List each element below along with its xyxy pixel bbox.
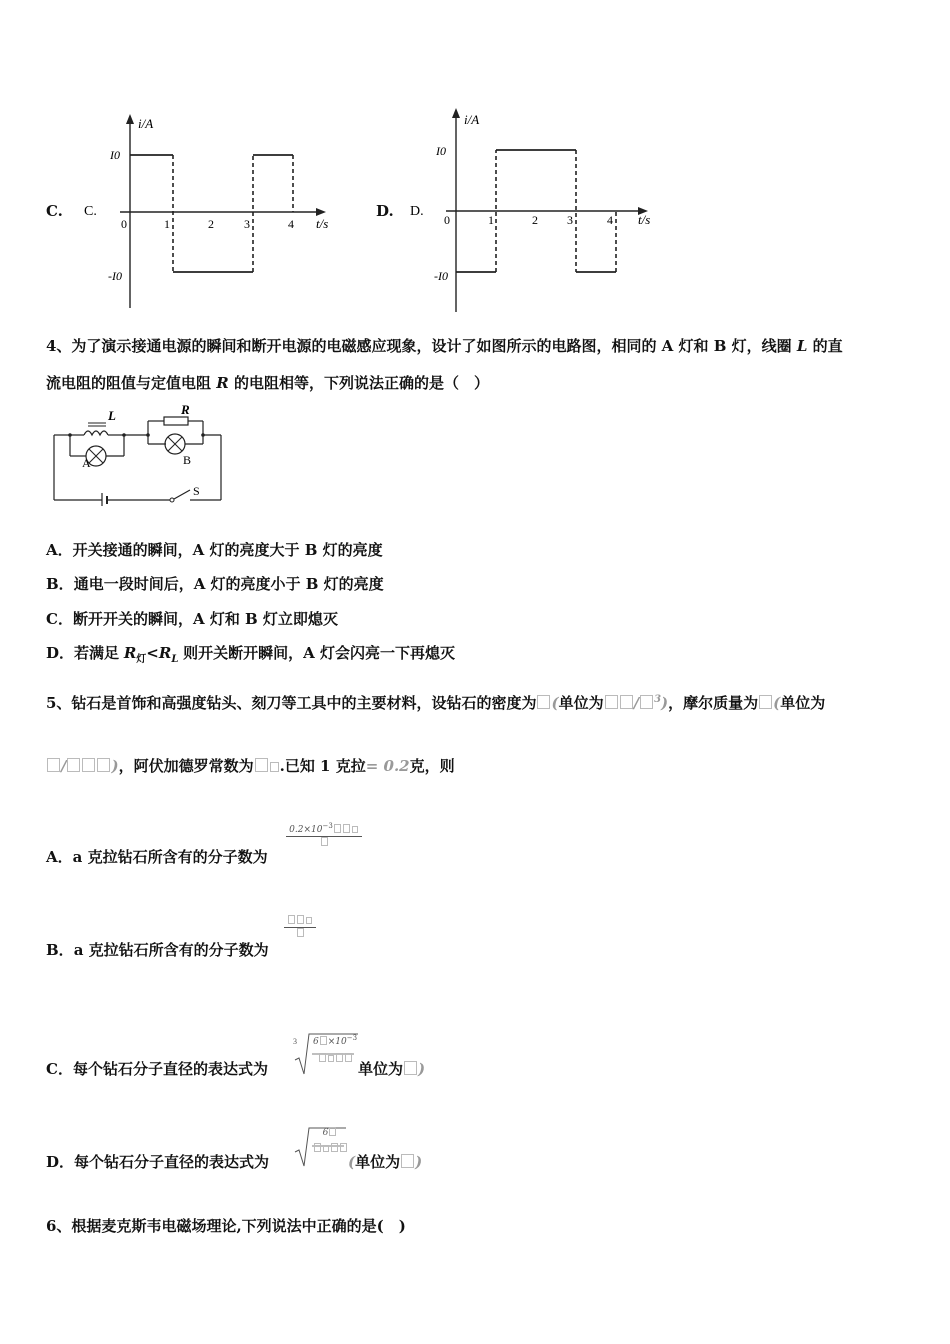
q5-line2-b: .已知 1 克拉 (279, 757, 366, 775)
q5-formula-c-exp: ×10 (327, 1037, 347, 1047)
option-c-label: C. (46, 202, 63, 220)
q4-label-s: S (193, 484, 200, 498)
q4-option-d-lt: < (146, 644, 159, 662)
q4-option-d-sub-lamp: 灯 (136, 654, 147, 665)
graph-d (406, 100, 666, 320)
q5-formula-d-num: 6 (322, 1128, 329, 1138)
graph-d-x-label: t/s (638, 212, 651, 227)
q4-label-r: R (181, 402, 190, 417)
q5-option-a-text: a 克拉钻石所含有的分子数为 (72, 848, 268, 866)
graph-c-neg-i0-label: -I0 (108, 269, 122, 283)
graph-d-tick-1: 1 (488, 213, 494, 227)
q4-stem-line-2 (46, 373, 489, 393)
graph-c-tick-0: 0 (121, 217, 127, 231)
q4-label-b: B (183, 453, 192, 467)
q4-line2-end: 的电阻相等，下列说法正确的是（ ） (233, 374, 489, 392)
q5-line2-a: ，阿伏加德罗常数为 (118, 757, 254, 775)
q4-option-c-text: 断开开关的瞬间，A 灯和 B 灯立即熄灭 (72, 610, 338, 628)
graph-d-neg-i0-label: -I0 (434, 269, 448, 283)
graph-c (80, 108, 350, 323)
q4-option-a-text: 开关接通的瞬间，A 灯的亮度大于 B 灯的亮度 (72, 541, 383, 559)
graph-d-y-label: i/A (464, 112, 480, 127)
q6-stem: 6、根据麦克斯韦电磁场理论,下列说法中正确的是( ) (46, 1217, 406, 1235)
q5-formula-c-root: 3 (293, 1037, 297, 1046)
q4-coil-l (84, 431, 108, 435)
q5-option-d-formula (310, 1127, 350, 1154)
q5-formula-c-exp2: −3 (346, 1034, 358, 1042)
q5-option-d[interactable] (46, 1152, 269, 1172)
q5-option-b-text: a 克拉钻石所含有的分子数为 (73, 941, 269, 959)
graph-c-x-arrow (316, 208, 326, 216)
q5-option-c[interactable] (46, 1059, 268, 1079)
q5-option-c-tail-text: 单位为 (358, 1060, 404, 1078)
q5-option-b[interactable] (46, 940, 269, 960)
graph-c-tick-2: 2 (208, 217, 214, 231)
graph-d-tick-0: 0 (444, 213, 450, 227)
q4-circuit-diagram (48, 402, 228, 506)
q5-option-d-text: 每个钻石分子直径的表达式为 (74, 1153, 270, 1171)
q5-formula-a-num: 0.2×10 (289, 825, 323, 835)
q5-line1-b: 单位为 (558, 694, 604, 712)
q4-coil-symbol: L (796, 337, 808, 355)
q5-stem-line-1: 5、钻石是首饰和高强度钻头、刻刀等工具中的主要材料，设钻石的密度为 (单位为 / $^3$)，摩尔质量为 (单位为 (46, 694, 826, 712)
q4-option-d-sub-l: L (171, 654, 179, 665)
q4-resistor-r (164, 417, 188, 425)
q5-option-c-tail: 单位为 ) (358, 1060, 426, 1078)
q5-line1-c: ，摩尔质量为 (668, 694, 759, 712)
q5-line1-unit: / (633, 694, 640, 712)
option-d-label: D. (376, 202, 394, 220)
q5-option-d-tail: (单位为 ) (348, 1153, 423, 1171)
q5-line2-unit: / (61, 757, 67, 775)
q5-option-d-tail-text: 单位为 (355, 1153, 401, 1171)
graph-c-y-label: i/A (138, 116, 154, 131)
q5-stem-line-2: / )，阿伏加德罗常数为 .已知 1 克拉= 0.2克，则 (46, 756, 455, 776)
q5-option-b-label: B． (46, 941, 74, 959)
graph-c-x-label: t/s (316, 216, 329, 231)
q5-line2-eq: = 0.2 (365, 757, 410, 775)
q5-option-c-label: C． (46, 1060, 73, 1078)
graph-d-y-arrow (452, 108, 460, 118)
q4-line2-start: 流电阻的阻值与定值电阻 (46, 374, 212, 392)
graph-c-tick-4: 4 (288, 217, 294, 231)
q4-option-a-label: A． (46, 541, 73, 559)
q4-option-d-r: R (123, 644, 137, 662)
graph-c-i0-label: I0 (110, 148, 120, 162)
q5-line1-exp: 3 (654, 694, 662, 705)
q4-option-d-post: 则开关断开瞬间，A 灯会闪亮一下再熄灭 (183, 644, 456, 662)
q5-option-b-formula (284, 915, 316, 939)
q4-line1-end: 的直 (812, 337, 843, 355)
q4-option-b-text: 通电一段时间后，A 灯的亮度小于 B 灯的亮度 (73, 575, 384, 593)
graph-c-y-arrow (126, 114, 134, 124)
q4-label-l: L (108, 408, 116, 423)
q4-option-c-label: C． (46, 610, 73, 628)
q4-option-c[interactable] (46, 609, 338, 629)
q5-formula-c-num: 6 (312, 1037, 319, 1047)
q4-resistor-symbol: R (216, 374, 229, 392)
graph-d-tick-2: 2 (532, 213, 538, 227)
graph-d-tick-3: 3 (567, 213, 573, 227)
q5-option-a-formula (286, 822, 362, 848)
q5-option-a-label: A． (46, 848, 73, 866)
q5-option-a[interactable] (46, 847, 268, 867)
q4-option-d-rl: R (158, 644, 172, 662)
q4-option-d-pre: 若满足 (74, 644, 120, 662)
q5-option-d-label: D． (46, 1153, 75, 1171)
q4-switch-s (174, 490, 190, 499)
graph-c-tick-3: 3 (244, 217, 250, 231)
q5-line1-d: 单位为 (780, 694, 826, 712)
q4-label-a: A (82, 456, 91, 470)
graph-c-tick-1: 1 (164, 217, 170, 231)
q4-line1-text: 4、为了演示接通电源的瞬间和断开电源的电磁感应现象，设计了如图所示的电路图，相同的 A 灯和 B 灯，线圈 (46, 337, 792, 355)
q5-option-c-formula (310, 1034, 360, 1064)
q4-option-b-label: B． (46, 575, 74, 593)
graph-d-inner-label: D. (410, 204, 424, 219)
q4-stem-line-1 (46, 336, 843, 356)
q4-option-d-label: D． (46, 644, 75, 662)
q5-option-c-text: 每个钻石分子直径的表达式为 (72, 1060, 268, 1078)
graph-d-i0-label: I0 (436, 144, 446, 158)
q4-option-d[interactable] (46, 643, 455, 670)
q5-line2-c: 克，则 (409, 757, 455, 775)
graph-c-inner-label: C. (84, 204, 97, 219)
q5-line1-a: 5、钻石是首饰和高强度钻头、刻刀等工具中的主要材料，设钻石的密度为 (46, 694, 537, 712)
graph-d-tick-4: 4 (607, 213, 613, 227)
q4-option-b[interactable] (46, 574, 384, 594)
q5-formula-a-exp: −3 (322, 822, 333, 830)
q4-option-a[interactable] (46, 540, 383, 560)
